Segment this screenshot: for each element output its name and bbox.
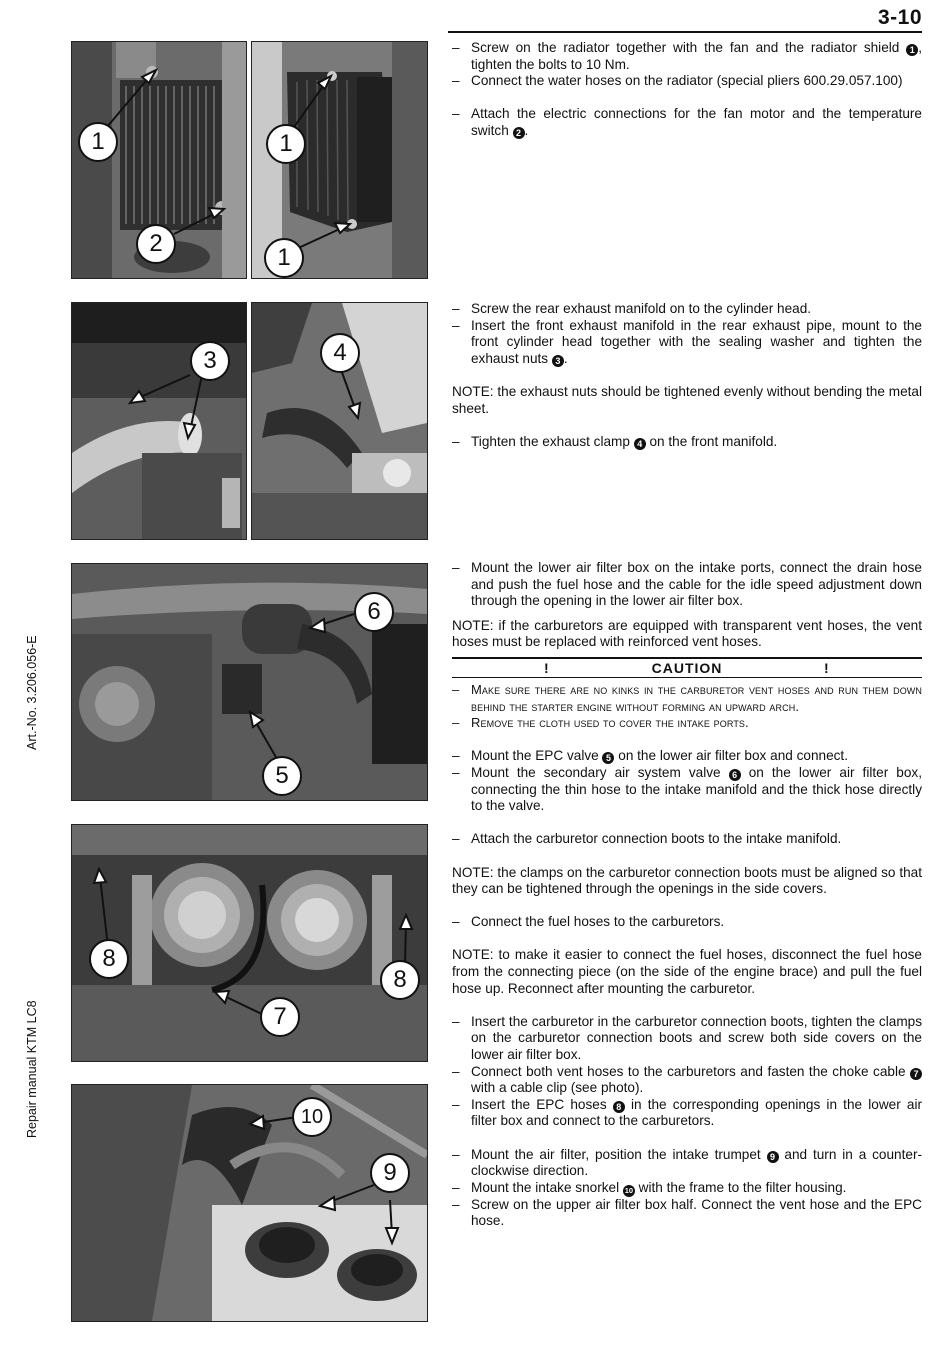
photo-exhaust-left [71,302,247,540]
dash: – [452,40,460,55]
step-item [452,73,922,90]
step-text: with a cable clip (see photo). [471,1080,644,1096]
photo-radiator-right [251,41,428,279]
caution-item [452,715,922,732]
caution-mark: ! [824,659,829,676]
caution-mark: ! [544,659,549,676]
dash: – [452,1146,460,1162]
reference-marker: 9 [767,1151,779,1163]
step-text: Connect the fuel hoses to the carburetors. [471,914,725,930]
photo-carburetors [71,824,428,1062]
reference-marker: 3 [552,355,564,367]
callout-4: 4 [320,333,360,373]
note: NOTE: to make it easier to connect the fuel hoses, disconnect the fuel hose from the connecting piece (on the side of the engine brace) and pull the fuel hose up. Reconnect after mounting the carburetor. [452,947,922,996]
reference-marker: 2 [513,127,525,139]
step-item [452,318,922,368]
dash: – [452,433,460,449]
step-text: Connect the water hoses on the radiator (special pliers 600.29.057.100) [471,73,903,89]
section-air-filter [452,560,922,1230]
step-text: Screw on the upper air filter box half. Connect the vent hose and the EPC hose. [471,1196,922,1229]
step-item [452,301,922,318]
reference-marker: 6 [729,769,741,781]
dash: – [452,1179,460,1195]
callout-5: 5 [262,756,302,796]
dash: – [452,1096,460,1112]
dash: – [452,1196,460,1212]
reference-marker: 5 [602,752,614,764]
step-item [452,560,922,610]
step-item [452,748,922,765]
dash: – [452,831,460,847]
step-text: . [563,350,568,366]
step-text: Attach the carburetor connection boots to the intake manifold. [471,831,842,847]
step-text: Mount the lower air filter box on the intake ports, connect the drain hose and push the fuel hose and the cable for the idle speed adjustment down through the opening in the lower air filter box. [471,560,922,609]
section-radiator [452,40,922,140]
header-rule [448,31,922,33]
callout-8: 8 [380,960,420,1000]
note: NOTE: the clamps on the carburetor connection boots must be aligned so that they can be tightened through the openings in the side covers. [452,864,922,897]
dash: – [452,1013,460,1029]
step-text: Insert the front exhaust manifold in the rear exhaust pipe, mount to the front cylinder head together with the sealing washer and tighten the exhaust nuts [471,317,922,366]
step-item [452,1180,922,1197]
step-text: Mount the secondary air system valve [471,764,729,780]
caution-text: Make sure there are no kinks in the carburetor vent hoses and run them down behind the starter engine without forming an upward arch. [471,681,922,714]
photo-radiator-left [71,41,247,279]
reference-marker: 8 [613,1101,625,1113]
dash: – [452,560,460,575]
step-item [452,1147,922,1180]
step-text: Mount the intake snorkel [471,1179,623,1195]
section-exhaust [452,301,922,450]
caution-text: Remove the cloth used to cover the intake ports. [471,715,749,731]
callout-2: 2 [136,224,176,264]
step-text: Attach the electric connections for the fan motor and the temperature switch [471,106,922,138]
dash: – [452,764,460,780]
photo-intake-trumpets [71,1084,428,1322]
caution-banner [452,657,922,678]
step-item [452,40,922,73]
step-text: Insert the EPC hoses [471,1096,613,1112]
step-text: in the corresponding openings in the lower air filter box and connect to the carburetors. [471,1096,922,1129]
manual-title: Repair manual KTM LC8 [25,1000,39,1138]
step-text: on the lower air filter box, connecting the thin hose to the intake manifold and the thick hose directly to the valve. [471,764,922,814]
dash: – [452,681,460,697]
dash: – [452,106,460,122]
dash: – [452,715,460,731]
step-item [452,1197,922,1230]
step-item [452,1014,922,1064]
callout-9: 9 [370,1153,410,1193]
step-text: Screw on the radiator together with the fan and the radiator shield [471,40,907,55]
step-text: Mount the air filter, position the intake trumpet [471,1146,767,1162]
step-text: Mount the EPC valve [471,748,603,764]
caution-title: CAUTION [651,659,723,676]
step-item [452,434,922,451]
reference-marker: 1 [906,44,918,56]
reference-marker: 10 [624,1185,634,1195]
callout-7: 7 [260,997,300,1037]
step-text: Connect both vent hoses to the carburetors and fasten the choke cable [471,1063,910,1079]
step-text: . [524,122,529,138]
step-text: on the front manifold. [645,433,778,449]
step-text: Tighten the exhaust clamp [471,433,634,449]
callout-3: 3 [190,341,230,381]
note: NOTE: if the carburetors are equipped with transparent vent hoses, the vent hoses must be replaced with reinforced vent hoses. [452,617,922,650]
photo-air-filter-box [71,563,428,801]
step-text: Insert the carburetor in the carburetor connection boots, tighten the clamps on the carburetor connection boots and screw both side covers on the lower air filter box. [471,1013,922,1063]
caution-item [452,682,922,715]
callout-1: 1 [264,238,304,278]
dash: – [452,748,460,764]
callout-10: 10 [292,1097,332,1137]
photo-exhaust-right [251,302,428,540]
step-text: Screw the rear exhaust manifold on to the cylinder head. [471,301,812,316]
step-text: with the frame to the filter housing. [634,1179,847,1195]
step-item [452,914,922,931]
dash: – [452,73,460,89]
step-text: , tighten the bolts to 10 Nm. [471,40,922,72]
callout-6: 6 [354,592,394,632]
dash: – [452,317,460,333]
article-number: Art.-No. 3.206.056-E [25,635,39,750]
note: NOTE: the exhaust nuts should be tightened evenly without bending the metal sheet. [452,383,922,416]
step-item [452,1097,922,1130]
step-item [452,1064,922,1097]
step-text: and turn in a counter-clockwise direction. [471,1146,922,1179]
dash: – [452,914,460,930]
step-text: on the lower air filter box and connect. [614,748,848,764]
reference-marker: 4 [634,438,646,450]
reference-marker: 7 [910,1068,922,1080]
callout-1: 1 [78,122,118,162]
dash: – [452,1063,460,1079]
dash: – [452,301,460,316]
step-item [452,106,922,139]
callout-1: 1 [266,124,306,164]
step-item [452,765,922,815]
page-number: 3-10 [877,6,922,29]
callout-8: 8 [89,939,129,979]
step-item [452,831,922,848]
